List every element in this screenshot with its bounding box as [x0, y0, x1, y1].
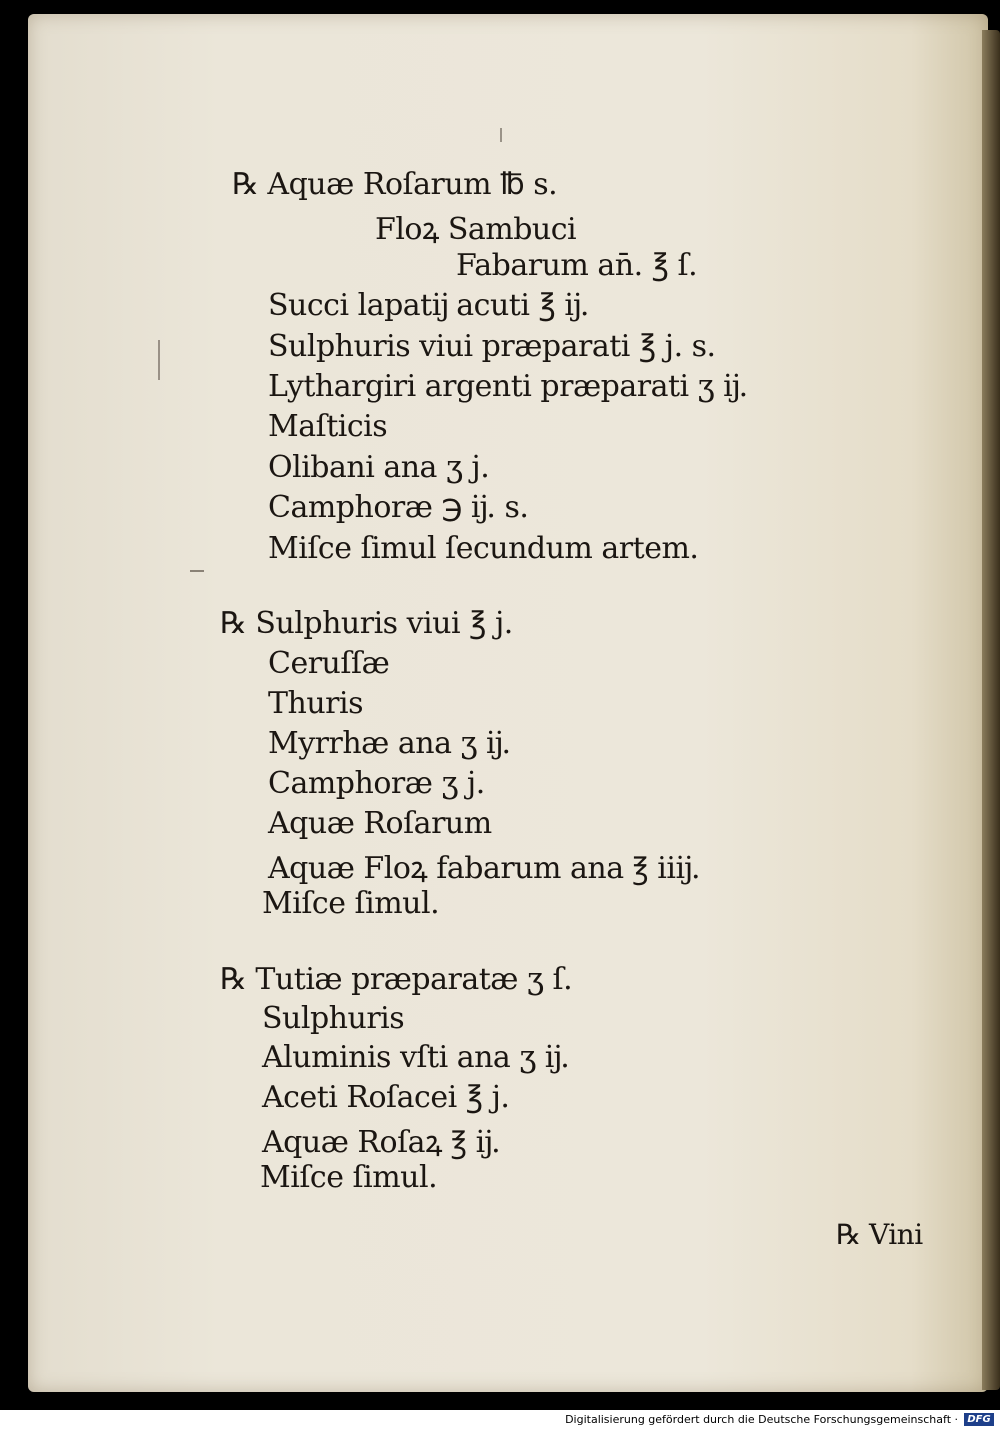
recipe-1-line-8: Olibani ana ʒ j.	[268, 450, 490, 485]
recipe-3-line-3: Aluminis vſti ana ʒ ĳ.	[262, 1040, 570, 1075]
recipe-2-line-7: Aquæ Floꝝ fabarum ana ℥ iiĳ.	[268, 851, 700, 886]
recipe-1-line-1: ℞ Aquæ Roſarum ℔ s.	[232, 167, 558, 202]
recipe-1-line-10: Miſce ſimul ſecundum artem.	[268, 531, 699, 566]
recipe-3-line-6: Miſce ſimul.	[260, 1160, 438, 1195]
recipe-2-line-2: Ceruſſæ	[268, 646, 390, 681]
recipe-1-line-9: Camphoræ ℈ ĳ. s.	[268, 490, 529, 525]
recipe-1-line-5: Sulphuris viui præparati ℥ j. s.	[268, 329, 716, 364]
ink-mark	[158, 340, 160, 380]
recipe-1-line-4: Succi lapatĳ acuti ℥ ĳ.	[268, 288, 589, 323]
recipe-3-line-5: Aquæ Roſaꝝ ℥ ĳ.	[262, 1125, 501, 1160]
digitization-footer	[0, 1410, 1000, 1430]
recipe-2-line-5: Camphoræ ʒ j.	[268, 766, 485, 801]
catchword: ℞ Vini	[836, 1218, 923, 1251]
recipe-1-line-6: Lythargiri argenti præparati ʒ ĳ.	[268, 369, 748, 404]
ink-mark	[190, 570, 204, 572]
footer-credit: Digitalisierung gefördert durch die Deutsche Forschungsgemeinschaft ·	[565, 1413, 958, 1426]
recipe-1-line-2: Floꝝ Sambuci	[375, 212, 577, 247]
recipe-1-line-3: Fabarum an̄. ℥ ſ.	[456, 248, 698, 283]
dfg-logo: DFG	[964, 1413, 994, 1426]
ink-mark	[500, 128, 502, 142]
book-edge	[982, 30, 1000, 1390]
recipe-2-line-6: Aquæ Roſarum	[268, 806, 492, 841]
recipe-3-line-1: ℞ Tutiæ præparatæ ʒ ſ.	[220, 962, 573, 997]
recipe-1-line-7: Maſticis	[268, 409, 388, 444]
recipe-3-line-2: Sulphuris	[262, 1001, 405, 1036]
recipe-2-line-1: ℞ Sulphuris viui ℥ j.	[220, 606, 513, 641]
recipe-3-line-4: Aceti Roſacei ℥ j.	[262, 1080, 510, 1115]
recipe-2-line-3: Thuris	[268, 686, 363, 721]
recipe-2-line-4: Myrrhæ ana ʒ ĳ.	[268, 726, 511, 761]
recipe-2-line-8: Miſce ſimul.	[262, 886, 440, 921]
